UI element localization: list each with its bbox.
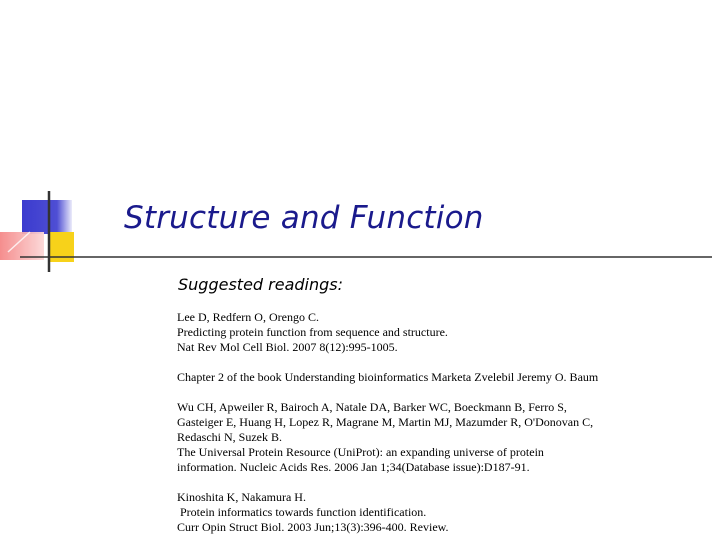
reference-item <box>177 370 697 385</box>
reference-line: Gasteiger E, Huang H, Lopez R, Magrane M, Martin MJ, Mazumder R, O'Donovan C, <box>177 415 594 429</box>
reference-line: Chapter 2 of the book Understanding bioinformatics Marketa Zvelebil Jeremy O. Baum <box>177 370 599 384</box>
reference-line: information. Nucleic Acids Res. 2006 Jan 1;34(Database issue):D187-91. <box>177 460 530 474</box>
reference-line: The Universal Protein Resource (UniProt): an expanding universe of protein <box>177 445 544 459</box>
reference-list <box>177 310 697 535</box>
reference-item <box>177 400 697 475</box>
reference-line: Protein informatics towards function identification. <box>177 505 427 519</box>
reference-line: Curr Opin Struct Biol. 2003 Jun;13(3):396-400. Review. <box>177 520 449 534</box>
reference-line: Nat Rev Mol Cell Biol. 2007 8(12):995-1005. <box>177 340 398 354</box>
reference-line: Predicting protein function from sequence and structure. <box>177 325 448 339</box>
reference-item <box>177 490 697 535</box>
slide-title: Structure and Function <box>124 200 484 236</box>
suggested-readings-heading: Suggested readings: <box>178 275 343 294</box>
reference-item <box>177 310 697 355</box>
reference-line: Wu CH, Apweiler R, Bairoch A, Natale DA, Barker WC, Boeckmann B, Ferro S, <box>177 400 567 414</box>
reference-line: Redaschi N, Suzek B. <box>177 430 282 444</box>
reference-line: Kinoshita K, Nakamura H. <box>177 490 306 504</box>
reference-line: Lee D, Redfern O, Orengo C. <box>177 310 319 324</box>
